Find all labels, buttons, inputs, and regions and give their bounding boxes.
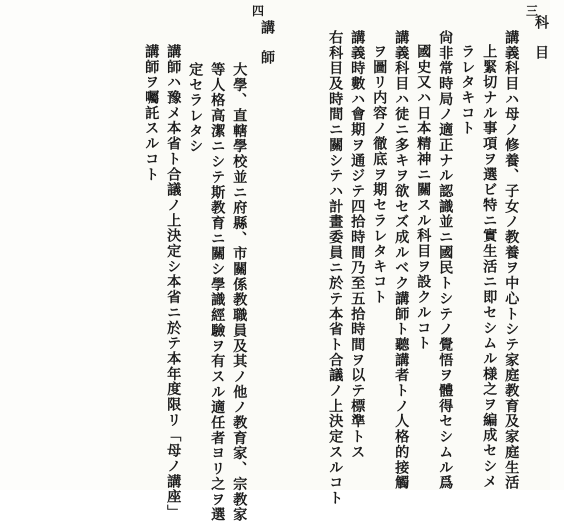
subjects-line-9: 右科目及時間ニ關シテハ計畫委員ニ於テ本省ト合議ノ上決定スルコト bbox=[327, 30, 344, 506]
lecturers-line-4: 講師ハ豫メ本省ト合議ノ上決定シ本省ニ於テ本年度限リ「母ノ講座」 bbox=[165, 44, 182, 520]
subjects-line-7: ヲ圖リ内容ノ徹底ヲ期セラレタキコト bbox=[371, 44, 388, 305]
subjects-line-1: 講義科目ハ母ノ修養、子女ノ教養ヲ中心トシテ家庭教育及家庭生活 bbox=[503, 30, 520, 491]
lecturers-line-1: 大學、直轄學校並ニ府縣、市關係教職員及其ノ他ノ教育家、宗教家 bbox=[231, 62, 248, 523]
subjects-line-5: 國史又ハ日本精神ニ關スル科目ヲ設クルコト bbox=[415, 44, 432, 351]
section-heading-subjects: 科 目 bbox=[533, 15, 549, 60]
section-heading-lecturers: 講 師 bbox=[259, 20, 275, 65]
section-marker-subjects: 三 bbox=[526, 4, 539, 18]
section-marker-lecturers: 四 bbox=[252, 4, 265, 18]
subjects-line-4: 尙非常時局ノ適正ナル認識並ニ國民トシテノ覺悟ヲ體得セシムル爲 bbox=[437, 30, 454, 491]
subjects-line-6: 講義科目ハ徒ニ多キヲ欲セズ成ルベク講師ト聽講者トノ人格的接觸 bbox=[393, 30, 410, 491]
subjects-line-3: ラレタキコト bbox=[459, 44, 476, 137]
lecturers-line-2: 等人格高潔ニシテ斯教育ニ關シ學識經驗ヲ有スル適任者ヨリ之ヲ選 bbox=[209, 62, 226, 523]
lecturers-line-3: 定セラレタシ bbox=[187, 62, 204, 155]
subjects-line-8: 講義時數ハ會期ヲ通ジテ四拾時間乃至五拾時間ヲ以テ標準トス bbox=[349, 30, 366, 460]
lecturers-line-5: 講師ヲ囑託スルコト bbox=[143, 44, 160, 183]
subjects-line-2: 上緊切ナル事項ヲ選ビ特ニ實生活ニ即セシムル様之ヲ編成セシメ bbox=[481, 44, 498, 490]
